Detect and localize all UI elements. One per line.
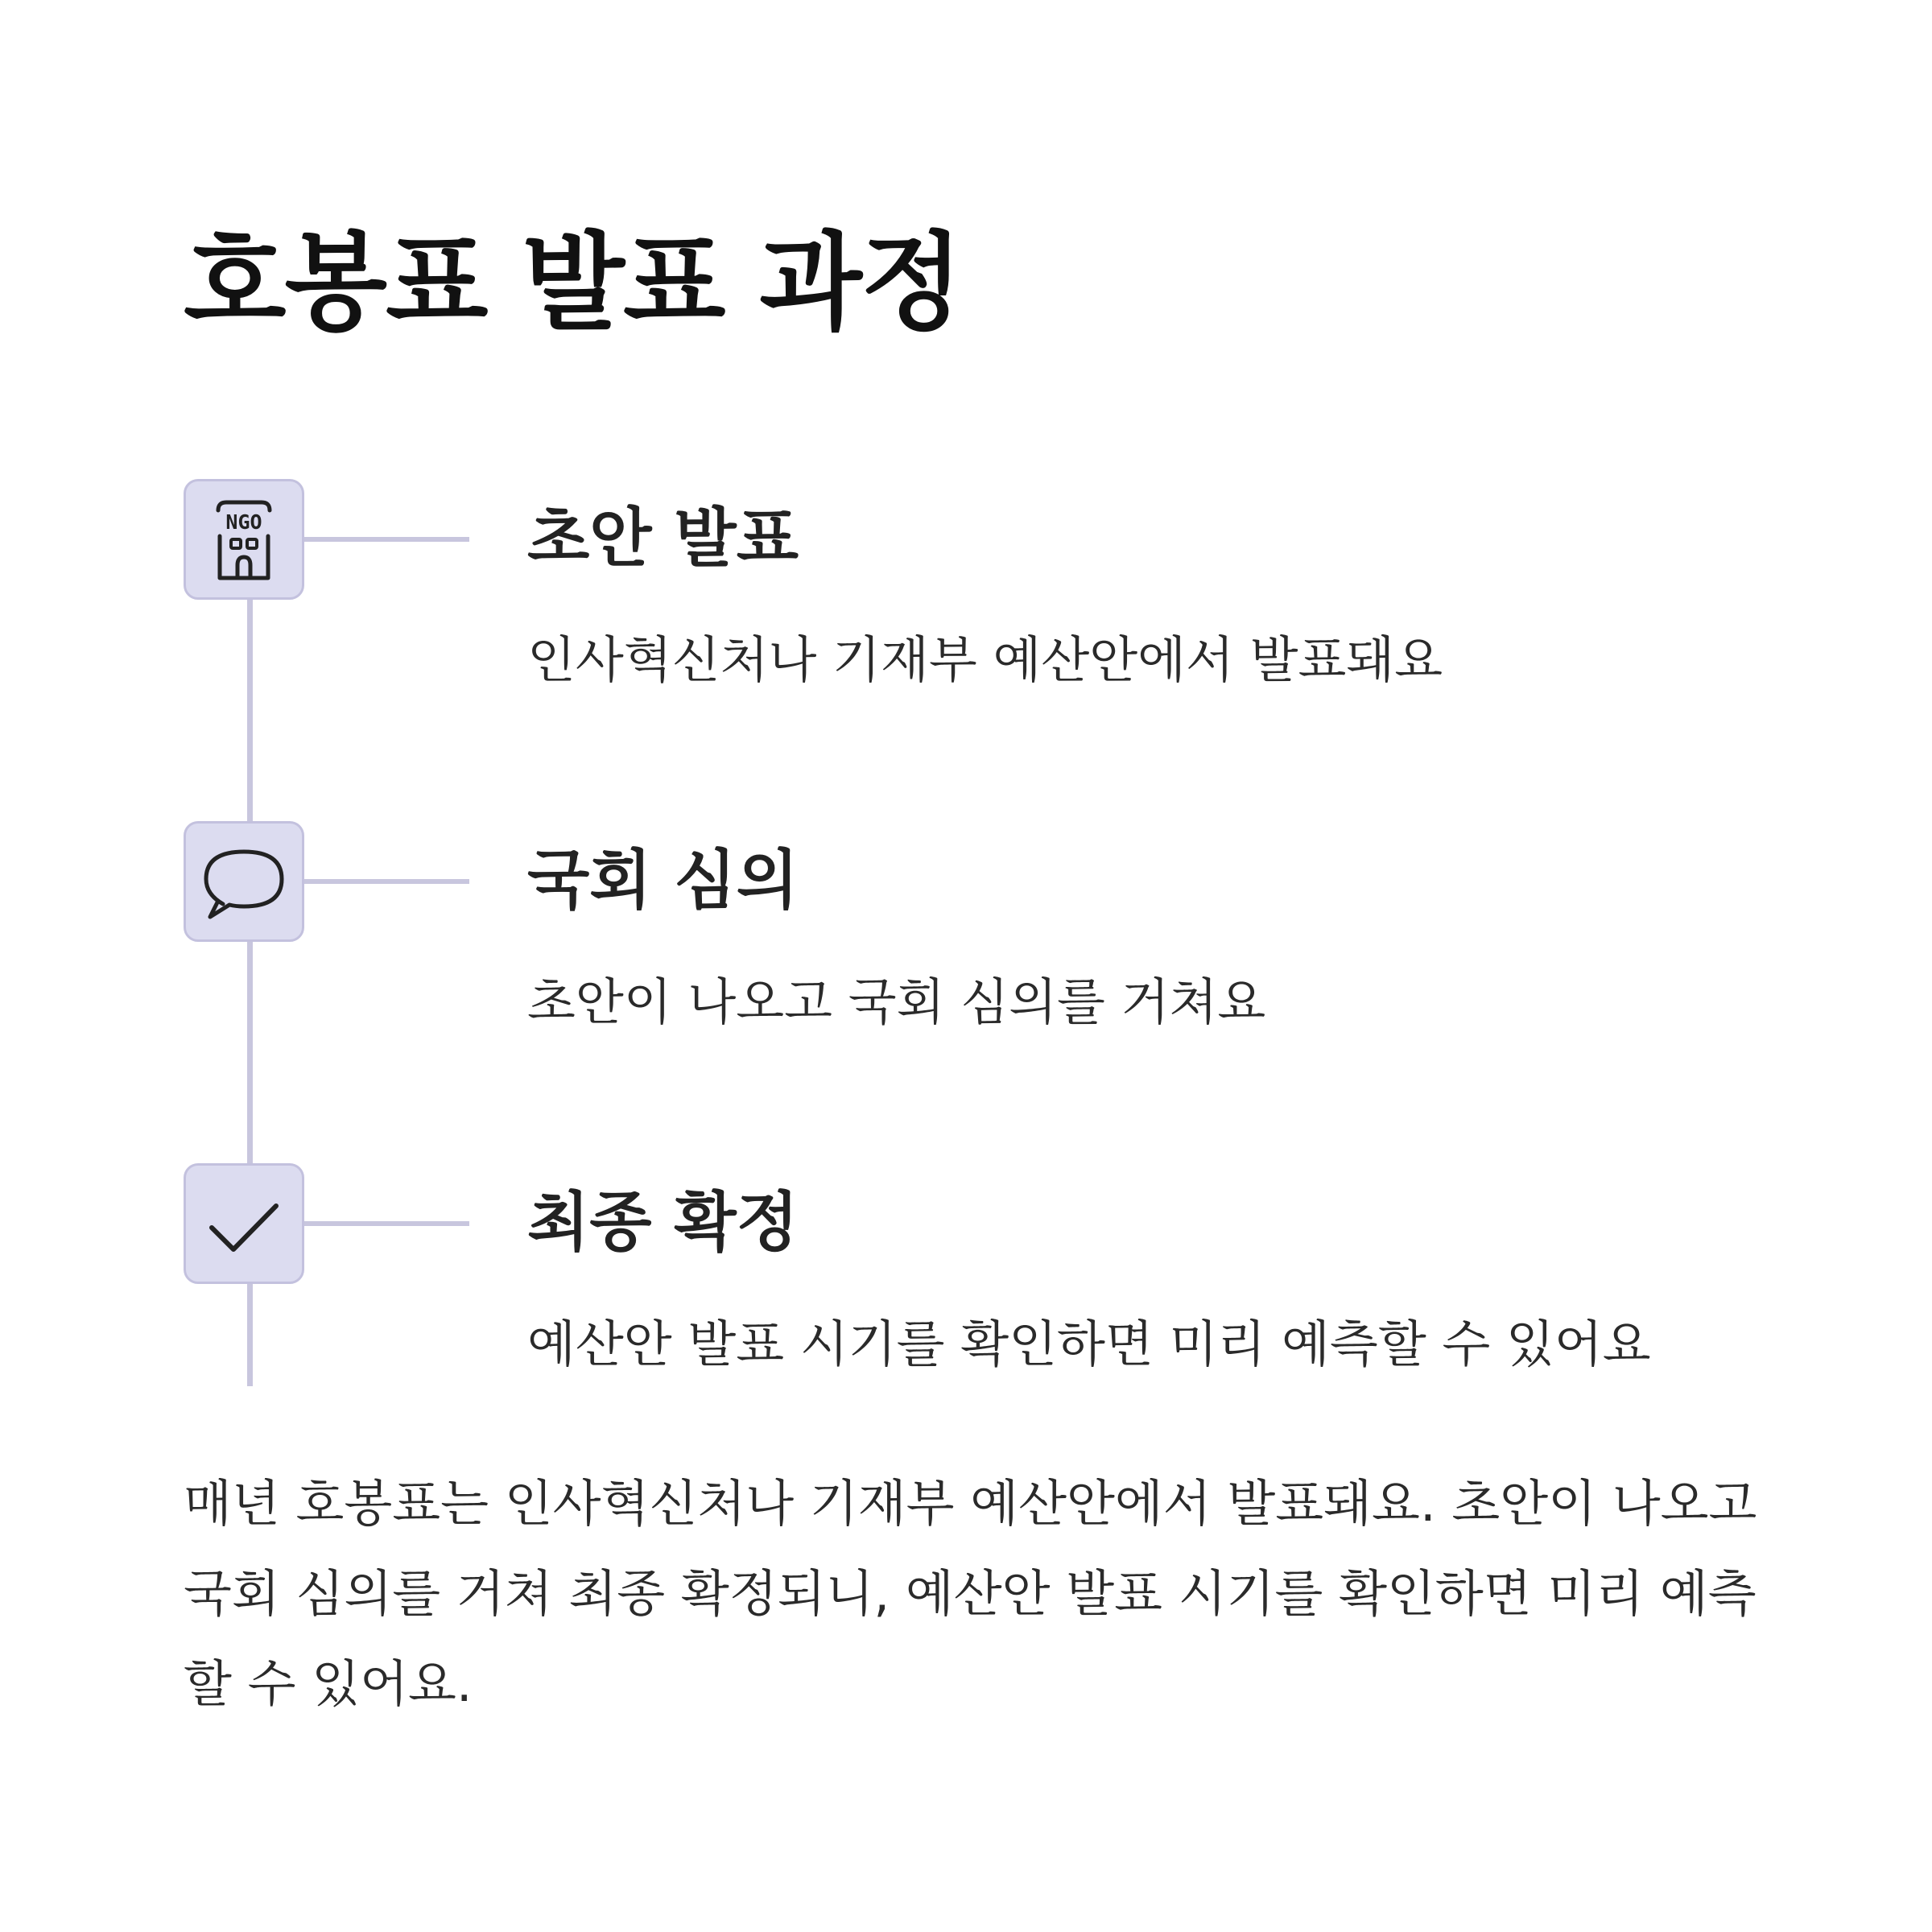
step-connector: [304, 1221, 469, 1226]
step-connector: [304, 879, 469, 884]
timeline-step-final: [0, 1163, 1932, 1405]
step-icon-box: [184, 821, 304, 942]
timeline-step-review: [0, 821, 1932, 1063]
step-connector: [304, 537, 469, 542]
step-icon-box: [184, 479, 304, 600]
summary-paragraph: 매년 호봉표는 인사혁신처나 기재부 예산안에서 발표돼요. 초안이 나오고 국회 심의를 거쳐 최종 확정되니, 예산안 발표 시기를 확인하면 미리 예측할 수 있어요.: [184, 1474, 1757, 1713]
step-description: 초안이 나오고 국회 심의를 거쳐요: [527, 972, 1266, 1031]
speech-bubble-icon: [186, 824, 302, 939]
page-title: 호봉표 발표 과정: [184, 221, 962, 345]
step-description: 예산안 발표 시기를 확인하면 미리 예측할 수 있어요: [527, 1315, 1651, 1373]
checkmark-icon: [186, 1166, 302, 1282]
step-description: 인사혁신처나 기재부 예산안에서 발표돼요: [527, 630, 1443, 689]
svg-text:NGO: NGO: [225, 510, 262, 534]
step-title: 국회 심의: [527, 843, 799, 918]
timeline-step-draft: [0, 479, 1932, 720]
step-title: 최종 확정: [527, 1185, 799, 1260]
step-icon-box: [184, 1163, 304, 1284]
ngo-building-icon: [186, 481, 302, 597]
step-title: 초안 발표: [527, 501, 799, 576]
